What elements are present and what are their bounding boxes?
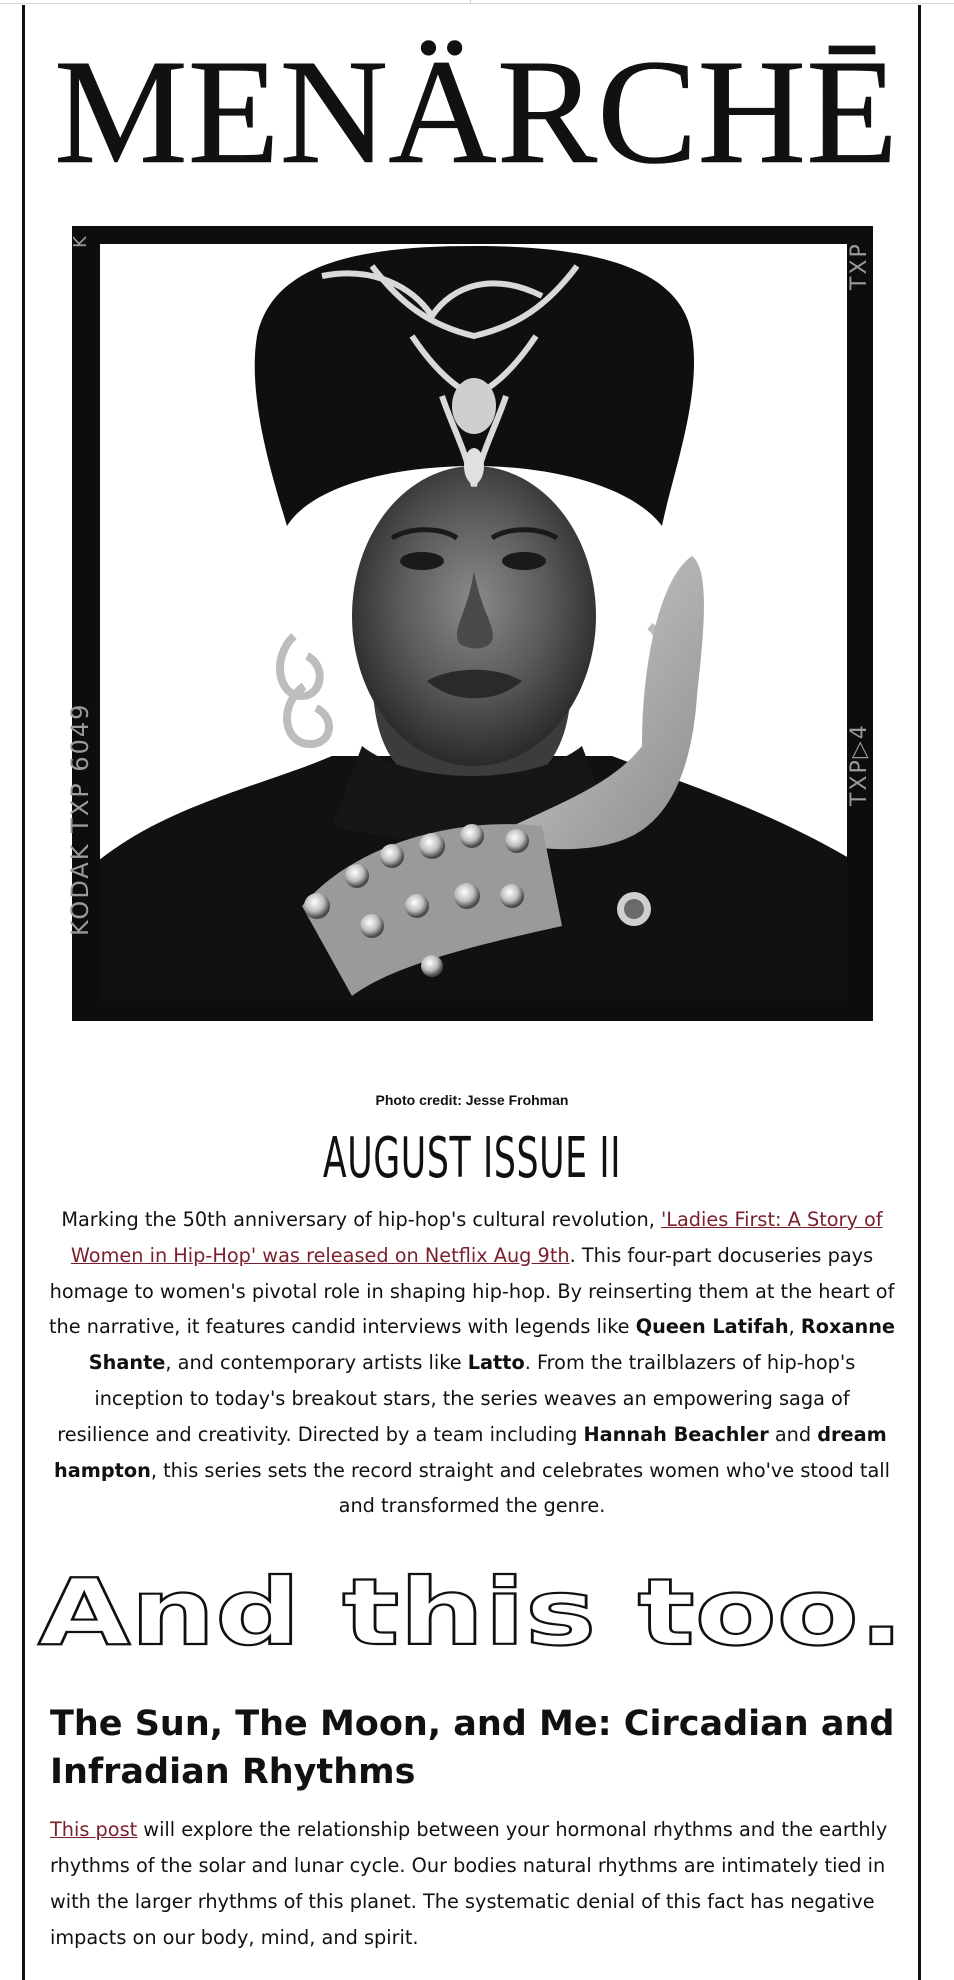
hero-photo [66,226,873,1021]
film-edge-right-bottom: TXP▷4 [847,723,872,806]
film-edge-right-top: TXP [847,242,872,290]
brand-logo[interactable] [50,22,902,195]
post-link[interactable]: This post [50,1818,138,1841]
name-latto: Latto [467,1351,525,1375]
photo-credit: Photo credit: Jesse Frohman [375,1092,569,1108]
intro-text-1: Marking the 50th anniversary of hip-hop's cultural revolution, [61,1208,661,1231]
top-notch [470,0,471,4]
brand-logo-text: MENÄRCHĒ [54,29,898,195]
issue-title: AUGUST ISSUE II [322,1126,622,1191]
netflix-link[interactable]: 'Ladies First: A Story of Women in Hip-Hop' was released on Netflix Aug 9th [70,1208,883,1267]
intro-text-6: and [768,1422,818,1446]
intro-text-5: . From the trailblazers of hip-hop's inception to today's breakout stars, the series weaves an empowering saga of resilience and creativity. Directed by a team including [57,1351,856,1446]
name-dream-hampton: dream hampton [54,1422,887,1482]
post-title: The Sun, The Moon, and Me: Circadian and Infradian Rhythms [50,1704,895,1792]
film-edge-left: KODAK TXP 6049 [66,702,94,936]
section-heading-text: And this too. [38,1559,904,1666]
browser-top-divider [0,3,954,4]
intro-text-2: . This four-part docuseries pays homage to women's pivotal role in shaping hip-hop. By reinserting them at the heart of the narrative, it features candid interviews with legends like [48,1243,895,1339]
name-roxanne-shante: Roxanne Shante [88,1315,895,1375]
film-edge-left-top: K [70,236,91,248]
intro-text-7: , this series sets the record straight and celebrates women who've stood tall and transformed the genre. [150,1458,890,1518]
section-heading [36,1559,906,1666]
intro-text-3: , [788,1315,801,1339]
post-excerpt [50,1812,900,1956]
issue-intro [48,1202,896,1524]
post-body: will explore the relationship between your hormonal rhythms and the earthly rhythms of the solar and lunar cycle. Our bodies natural rhythms are intimately tied in with the larger rhythms of this planet. The systematic denial of this fact has negative impacts on our body, mind, and spirit. [50,1818,888,1949]
name-hannah-beachler: Hannah Beachler [583,1422,769,1446]
name-queen-latifah: Queen Latifah [635,1315,789,1339]
intro-text-4: , and contemporary artists like [165,1351,468,1375]
